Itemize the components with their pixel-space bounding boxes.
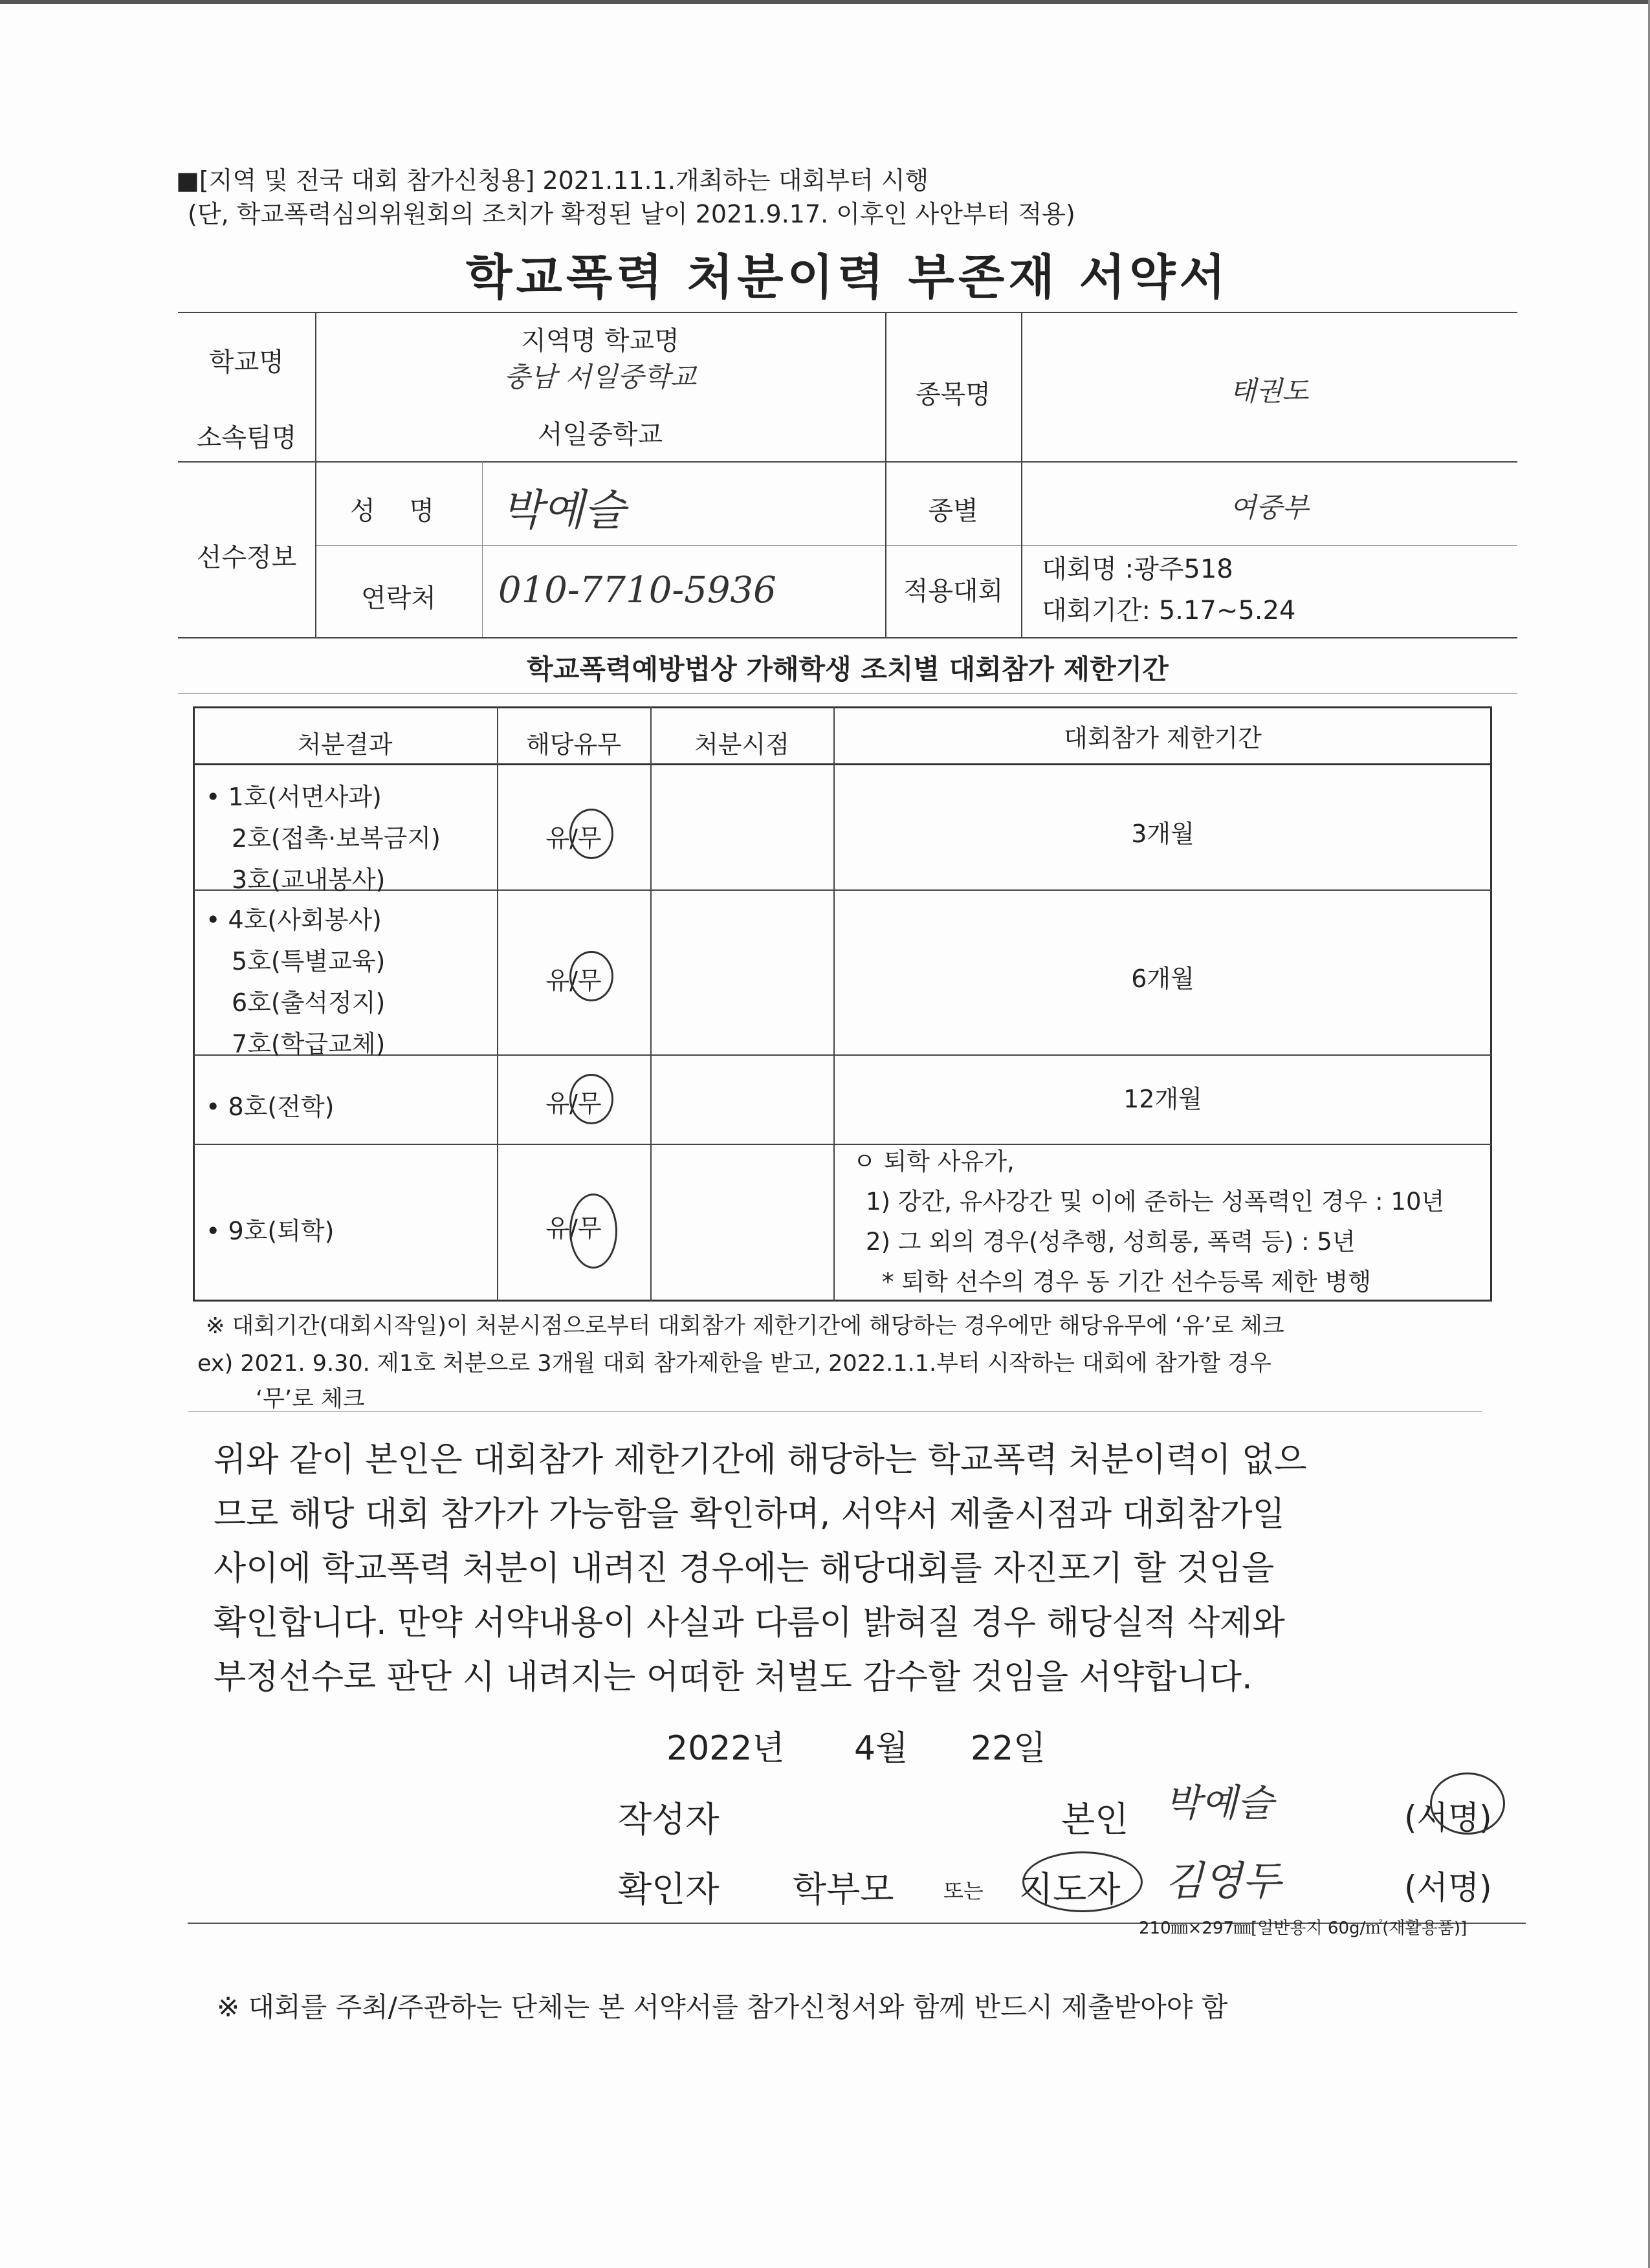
table-header-line	[193, 763, 1492, 765]
row-3-period: 12개월	[1123, 1085, 1202, 1113]
list-item: • 9호(퇴학)	[206, 1217, 335, 1245]
row-4-period	[853, 1142, 1444, 1302]
contact-label: 연락처	[361, 583, 436, 613]
row-4-items	[206, 1211, 334, 1247]
header-line-1-text: [지역 및 전국 대회 참가신청용] 2021.11.1.개최하는 대회부터 시행	[199, 166, 929, 195]
row-2-check: 유/무	[545, 966, 602, 995]
pledge-line: 위와 같이 본인은 대회참가 제한기간에 해당하는 학교폭력 처분이력이 없으	[214, 1441, 1307, 1479]
pledge-line: 부정선수로 판단 시 내려지는 어떠한 처벌도 감수할 것임을 서약합니다.	[214, 1658, 1253, 1697]
restriction-title-underline	[178, 693, 1517, 694]
info-table-col-3	[1021, 312, 1022, 637]
or-label: 또는	[943, 1879, 984, 1903]
period-line: ㅇ 퇴학 사유가,	[853, 1148, 1015, 1175]
period-line: 1) 강간, 유사강간 및 이에 준하는 성폭력인 경우 : 10년	[866, 1188, 1445, 1216]
row-1-period: 3개월	[1131, 820, 1194, 848]
coach-circle-mark	[1022, 1851, 1143, 1912]
row-4-check: 유/무	[545, 1214, 602, 1243]
region-school-caption: 지역명 학교명	[521, 326, 679, 356]
list-item: 7호(학급교체)	[232, 1030, 386, 1058]
coach-signature-handwritten: 김영두	[1165, 1857, 1281, 1904]
list-item: • 4호(사회봉사)	[206, 906, 382, 934]
table-header-result: 처분결과	[297, 730, 393, 759]
date-day: 22일	[971, 1729, 1046, 1768]
pledge-paragraph	[214, 1433, 1306, 1705]
date-month: 4월	[854, 1729, 908, 1768]
info-table-divider	[178, 461, 1517, 463]
header-line-2: (단, 학교폭력심의위원회의 조치가 확정된 날이 2021.9.17. 이후인 사안부터 적용)	[188, 200, 1075, 228]
self-signature-circle	[1430, 1772, 1505, 1835]
date-year: 2022년	[666, 1729, 785, 1768]
paper-spec: 210㎜×297㎜[일반용지 60g/㎡(재활용품)]	[1139, 1919, 1468, 1938]
list-item: 3호(교내봉사)	[232, 866, 386, 894]
note-2: ex) 2021. 9.30. 제1호 처분으로 3개월 대회 참가제한을 받고, 2022.1.1.부터 시작하는 대회에 참가할 경우	[197, 1351, 1271, 1377]
period-line: 2) 그 외의 경우(성추행, 성희롱, 폭력 등) : 5년	[866, 1228, 1356, 1256]
row-2-circle-mark	[569, 951, 613, 1001]
row-1-items	[206, 776, 441, 900]
row-3-circle-mark	[569, 1074, 613, 1124]
row-2-period: 6개월	[1131, 965, 1194, 993]
competition-period: 대회기간: 5.17~5.24	[1042, 596, 1296, 626]
self-signature-handwritten: 박예슬	[1165, 1781, 1274, 1825]
table-row-line-2	[193, 1054, 1492, 1056]
school-label: 학교명	[209, 347, 284, 377]
scan-edge-top	[0, 0, 1650, 4]
pledge-line: 므로 해당 대회 참가가 가능함을 확인하며, 서약서 제출시점과 대회참가일	[214, 1495, 1285, 1534]
pledge-line: 확인합니다. 만약 서약내용이 사실과 다름이 밝혀질 경우 해당실적 삭제와	[214, 1604, 1285, 1642]
info-table-col-name	[482, 461, 483, 637]
self-label: 본인	[1061, 1799, 1129, 1840]
list-item: • 8호(전학)	[206, 1093, 335, 1121]
table-header-check: 해당유무	[526, 730, 621, 759]
school-value: 충남 서일중학교	[503, 361, 697, 393]
list-item: 5호(특별교육)	[232, 947, 386, 976]
note-1: ※ 대회기간(대회시작일)이 처분시점으로부터 대회참가 제한기간에 해당하는 경우에만 해당유무에 ‘유’로 체크	[206, 1313, 1284, 1339]
author-label: 작성자	[618, 1799, 720, 1840]
table-header-time: 처분시점	[694, 730, 789, 759]
team-value: 서일중학교	[537, 420, 663, 450]
player-info-label: 선수정보	[196, 543, 297, 572]
contact-value-handwritten: 010-7710-5936	[498, 569, 776, 611]
row-1-check: 유/무	[545, 824, 602, 853]
table-col-3	[833, 706, 835, 1302]
sign-mark-self: (서명)	[1404, 1799, 1492, 1837]
row-3-check: 유/무	[545, 1089, 602, 1118]
parent-label: 학부모	[793, 1869, 894, 1910]
sport-value: 태권도	[1229, 375, 1309, 407]
category-value: 여중부	[1229, 492, 1309, 523]
category-label: 종별	[928, 496, 978, 526]
row-1-circle-mark	[569, 809, 613, 859]
footer-note: ※ 대회를 주최/주관하는 단체는 본 서약서를 참가신청서와 함께 반드시 제출받아야 함	[217, 1991, 1228, 2023]
note-3: ‘무’로 체크	[256, 1386, 365, 1412]
competition-name: 대회명 :광주518	[1042, 554, 1233, 584]
sign-mark-coach: (서명)	[1404, 1869, 1492, 1906]
name-value-handwritten: 박예슬	[501, 485, 626, 535]
row-2-items	[206, 899, 385, 1065]
confirmer-label: 확인자	[618, 1869, 720, 1910]
header-bullet: ■	[176, 166, 199, 195]
period-line: * 퇴학 선수의 경우 동 기간 선수등록 제한 병행	[882, 1268, 1371, 1296]
info-table-top-border	[178, 312, 1517, 313]
list-item: • 1호(서면사과)	[206, 783, 382, 811]
info-table-bottom-border	[178, 637, 1517, 638]
competition-label: 적용대회	[903, 576, 1004, 606]
page-title: 학교폭력 처분이력 부존재 서약서	[465, 250, 1230, 305]
list-item: 2호(접촉·보복금지)	[232, 824, 441, 853]
restriction-title: 학교폭력예방법상 가해학생 조치별 대회참가 제한기간	[527, 653, 1169, 685]
team-label: 소속팀명	[196, 423, 297, 453]
header-line-1	[176, 160, 929, 196]
row-4-circle-mark	[569, 1194, 617, 1269]
name-label: 성 명	[350, 496, 447, 526]
row-3-items	[206, 1087, 334, 1122]
info-table-inner-divider	[315, 545, 1517, 546]
list-item: 6호(출석정지)	[232, 988, 386, 1017]
coach-label: 지도자	[1019, 1869, 1121, 1910]
table-header-period: 대회참가 제한기간	[1064, 724, 1262, 752]
table-col-2	[650, 706, 652, 1302]
sport-label: 종목명	[916, 380, 991, 409]
pledge-line: 사이에 학교폭력 처분이 내려진 경우에는 해당대회를 자진포기 할 것임을	[214, 1549, 1275, 1588]
